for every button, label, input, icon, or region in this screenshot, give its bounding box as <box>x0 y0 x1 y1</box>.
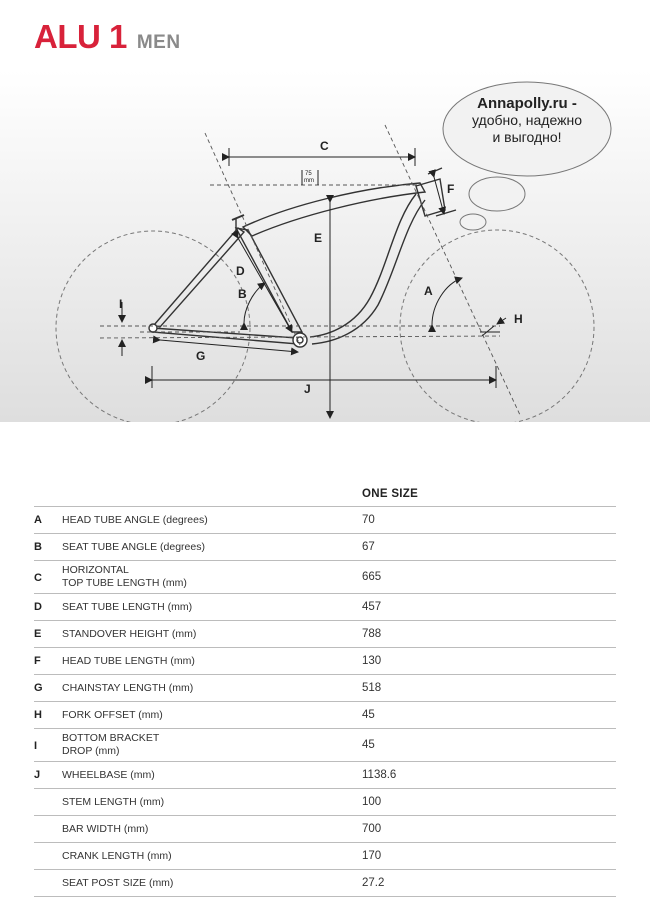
row-value: 518 <box>362 682 382 694</box>
dim-label-j: J <box>304 382 311 396</box>
table-row <box>34 842 616 869</box>
dim-label-a: A <box>424 284 433 298</box>
bubble-line-3: и выгодно! <box>492 129 562 145</box>
row-label-line: HEAD TUBE ANGLE (degrees) <box>62 514 208 526</box>
row-value: 170 <box>362 850 382 862</box>
row-label-line: SEAT POST SIZE (mm) <box>62 877 174 889</box>
dim-label-d: D <box>236 264 245 278</box>
row-value: 788 <box>362 628 382 640</box>
row-label-line: STEM LENGTH (mm) <box>62 796 165 808</box>
row-value: 100 <box>362 796 382 808</box>
row-letter: I <box>34 740 38 752</box>
row-letter: B <box>34 541 42 553</box>
row-label-line: STANDOVER HEIGHT (mm) <box>62 628 197 640</box>
row-label-line: CRANK LENGTH (mm) <box>62 850 172 862</box>
row-label-line: HEAD TUBE LENGTH (mm) <box>62 655 195 667</box>
row-letter: E <box>34 628 42 640</box>
row-label-line: SEAT TUBE ANGLE (degrees) <box>62 541 205 553</box>
dim-label-f: F <box>447 182 455 196</box>
table-row <box>34 506 616 533</box>
offset-mm-label: mm <box>304 178 314 184</box>
row-label <box>62 514 208 527</box>
table-row <box>34 647 616 674</box>
offset-75-label: 75 <box>305 171 312 177</box>
row-label <box>62 877 173 890</box>
dim-label-h: H <box>514 312 523 326</box>
row-label <box>62 564 187 590</box>
model-name: ALU 1 <box>34 18 127 55</box>
row-value: 45 <box>362 709 375 721</box>
row-letter: C <box>34 572 42 584</box>
row-label <box>62 682 193 695</box>
row-label-line-2: DROP (mm) <box>62 745 120 757</box>
row-letter: D <box>34 601 42 613</box>
row-label-line-2: TOP TUBE LENGTH (mm) <box>62 577 187 589</box>
table-row <box>34 815 616 842</box>
bubble-line-1: Annapolly.ru - <box>477 95 577 112</box>
row-label-line: FORK OFFSET (mm) <box>62 709 163 721</box>
row-label <box>62 732 159 758</box>
row-label <box>62 655 195 668</box>
table-row <box>34 560 616 593</box>
table-row <box>34 761 616 788</box>
table-row <box>34 869 616 897</box>
row-letter: H <box>34 709 42 721</box>
page-title <box>34 18 181 58</box>
table-row <box>34 533 616 560</box>
row-value: 27.2 <box>362 877 385 889</box>
row-label-line: SEAT TUBE LENGTH (mm) <box>62 601 193 613</box>
row-letter: G <box>34 682 43 694</box>
row-label <box>62 628 196 641</box>
dim-label-c: C <box>320 139 329 153</box>
model-variant: MEN <box>136 32 181 53</box>
row-label <box>62 850 172 863</box>
row-value: 130 <box>362 655 382 667</box>
column-header-one-size: ONE SIZE <box>362 488 419 500</box>
row-label-line: HORIZONTAL <box>62 564 129 576</box>
row-label <box>62 769 155 782</box>
dim-label-i: I <box>119 297 123 311</box>
table-row <box>34 620 616 647</box>
row-letter: J <box>34 769 41 781</box>
table-row <box>34 728 616 761</box>
table-row <box>34 701 616 728</box>
row-letter: F <box>34 655 41 667</box>
row-label-line: BAR WIDTH (mm) <box>62 823 149 835</box>
row-label-line: WHEELBASE (mm) <box>62 769 155 781</box>
row-value: 67 <box>362 541 375 553</box>
row-label <box>62 541 205 554</box>
row-value: 45 <box>362 739 375 751</box>
table-row <box>34 788 616 815</box>
row-label <box>62 601 192 614</box>
geometry-table <box>34 484 616 897</box>
table-header <box>34 484 616 506</box>
row-letter: A <box>34 514 42 526</box>
row-label <box>62 796 164 809</box>
dim-label-g: G <box>196 349 206 363</box>
row-label <box>62 709 163 722</box>
row-value: 70 <box>362 514 375 526</box>
row-label-line: CHAINSTAY LENGTH (mm) <box>62 682 194 694</box>
table-row <box>34 593 616 620</box>
table-body <box>34 506 616 897</box>
row-value: 457 <box>362 601 382 613</box>
row-value: 665 <box>362 571 382 583</box>
row-label-line: BOTTOM BRACKET <box>62 732 160 744</box>
bubble-line-2: удобно, надежно <box>471 112 582 128</box>
dim-label-e: E <box>314 231 323 245</box>
row-label <box>62 823 148 836</box>
bubble-text <box>452 95 602 146</box>
row-value: 1138.6 <box>362 769 397 781</box>
row-value: 700 <box>362 823 382 835</box>
table-row <box>34 674 616 701</box>
dim-label-b: B <box>238 287 247 301</box>
